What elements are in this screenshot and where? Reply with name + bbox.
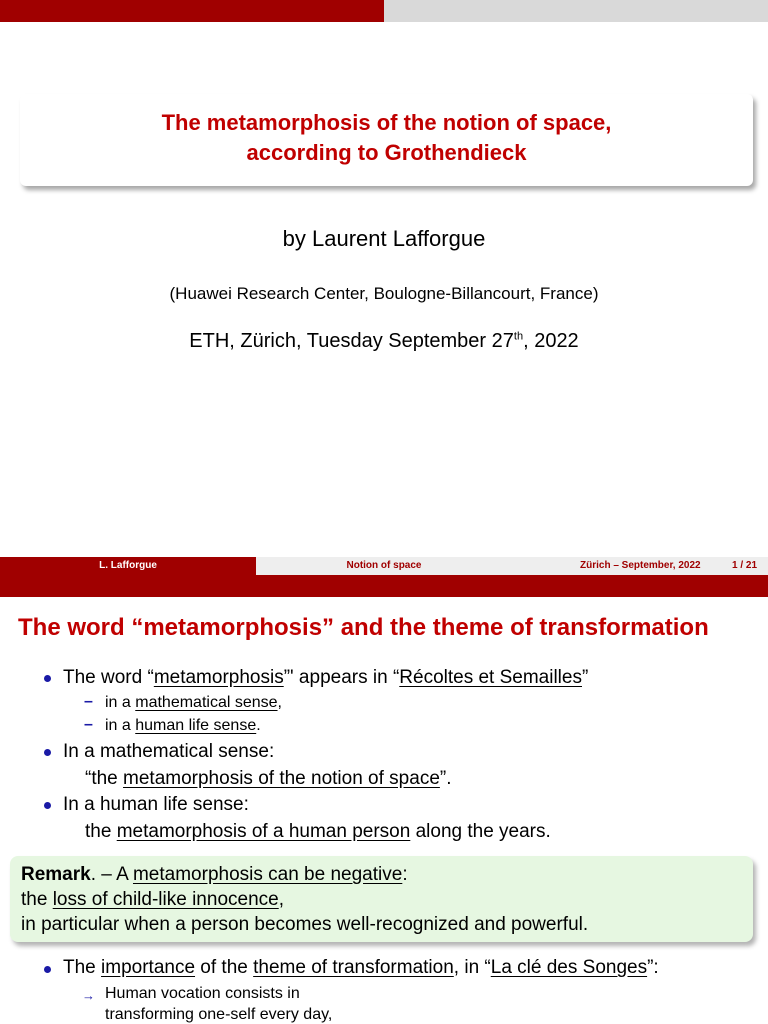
text-run: . – A	[90, 864, 133, 885]
top-navigation-bar	[0, 0, 768, 22]
venue-ordinal: th	[513, 330, 524, 343]
bullet-3-line-2	[85, 821, 551, 843]
text-run: the	[85, 821, 117, 842]
frame-title: The word “metamorphosis” and the theme of transformation	[18, 614, 709, 641]
bullet-1-text	[63, 667, 588, 689]
underlined-term: metamorphosis	[153, 667, 284, 688]
text-run: “the	[85, 768, 124, 789]
bullet-2-line-2	[85, 768, 452, 790]
bullet-4-sub-2: transforming one-self every day,	[105, 1006, 333, 1023]
arrow-icon: →	[82, 988, 95, 1003]
bullet-3-line-1: In a human life sense:	[63, 794, 249, 815]
text-run: The word “	[63, 667, 154, 688]
dash-icon: –	[84, 693, 93, 710]
dash-icon: –	[84, 716, 93, 733]
underlined-term: La clé des Songes	[490, 957, 648, 978]
footer-title: Notion of space	[256, 557, 512, 575]
text-run: .	[256, 717, 261, 734]
underlined-term: Récoltes et Semailles	[399, 667, 582, 688]
venue-suffix: , 2022	[523, 330, 579, 352]
bullet-icon	[44, 749, 51, 756]
slide2-top-bar	[0, 575, 768, 597]
affiliation-line: (Huawei Research Center, Boulogne-Billancourt, France)	[169, 284, 599, 303]
slide-footer	[0, 557, 768, 575]
text-run: ”	[581, 667, 589, 688]
underlined-term: metamorphosis can be negative	[132, 864, 403, 885]
text-run: ”:	[647, 957, 659, 978]
text-run: , in “	[453, 957, 491, 978]
underlined-term: metamorphosis of the notion of space	[123, 768, 440, 789]
venue-prefix: ETH, Zürich, Tuesday September 27	[189, 330, 514, 352]
title-line-1: The metamorphosis of the notion of space,	[161, 110, 612, 135]
top-bar-left-segment	[0, 0, 384, 22]
text-run: ”' appears in “	[283, 667, 400, 688]
bullet-1-sub-1	[105, 694, 282, 712]
bullet-icon	[44, 675, 51, 682]
footer-author: L. Lafforgue	[0, 557, 256, 575]
footer-date: Zürich – September, 2022	[580, 560, 701, 571]
author-line: by Laurent Lafforgue	[282, 226, 486, 251]
underlined-term: theme of transformation	[253, 957, 454, 978]
bullet-2-line-1: In a mathematical sense:	[63, 741, 275, 762]
bullet-1-sub-2	[105, 717, 261, 735]
underlined-term: human life sense	[135, 717, 257, 734]
remark-block	[10, 856, 753, 942]
underlined-term: loss of child-like innocence	[52, 889, 279, 910]
text-run: of the	[195, 957, 254, 978]
remark-line-3: in particular when a person becomes well-recognized and powerful.	[21, 914, 589, 935]
underlined-term: importance	[101, 957, 196, 978]
bullet-4-sub-1: Human vocation consists in	[105, 985, 300, 1002]
text-run: ,	[277, 694, 282, 711]
text-run: in a	[105, 694, 136, 711]
bullet-icon	[44, 966, 51, 973]
underlined-term: metamorphosis of a human person	[116, 821, 411, 842]
remark-label: Remark	[21, 864, 91, 885]
underlined-term: mathematical sense	[135, 694, 278, 711]
title-box	[20, 94, 753, 186]
text-run: the	[21, 889, 53, 910]
bullet-4-text	[63, 957, 659, 979]
text-run: :	[402, 864, 408, 885]
text-run: along the years.	[410, 821, 551, 842]
venue-line	[0, 330, 768, 353]
top-bar-right-segment	[384, 0, 768, 22]
bullet-icon	[44, 802, 51, 809]
remark-line-1	[21, 864, 408, 886]
title-line-2: according to Grothendieck	[246, 140, 527, 165]
remark-line-2	[21, 889, 284, 911]
footer-page-number: 1 / 21	[732, 560, 758, 571]
text-run: in a	[105, 717, 136, 734]
text-run: ”.	[439, 768, 452, 789]
footer-date-page	[512, 557, 768, 575]
text-run: ,	[278, 889, 284, 910]
text-run: The	[63, 957, 102, 978]
